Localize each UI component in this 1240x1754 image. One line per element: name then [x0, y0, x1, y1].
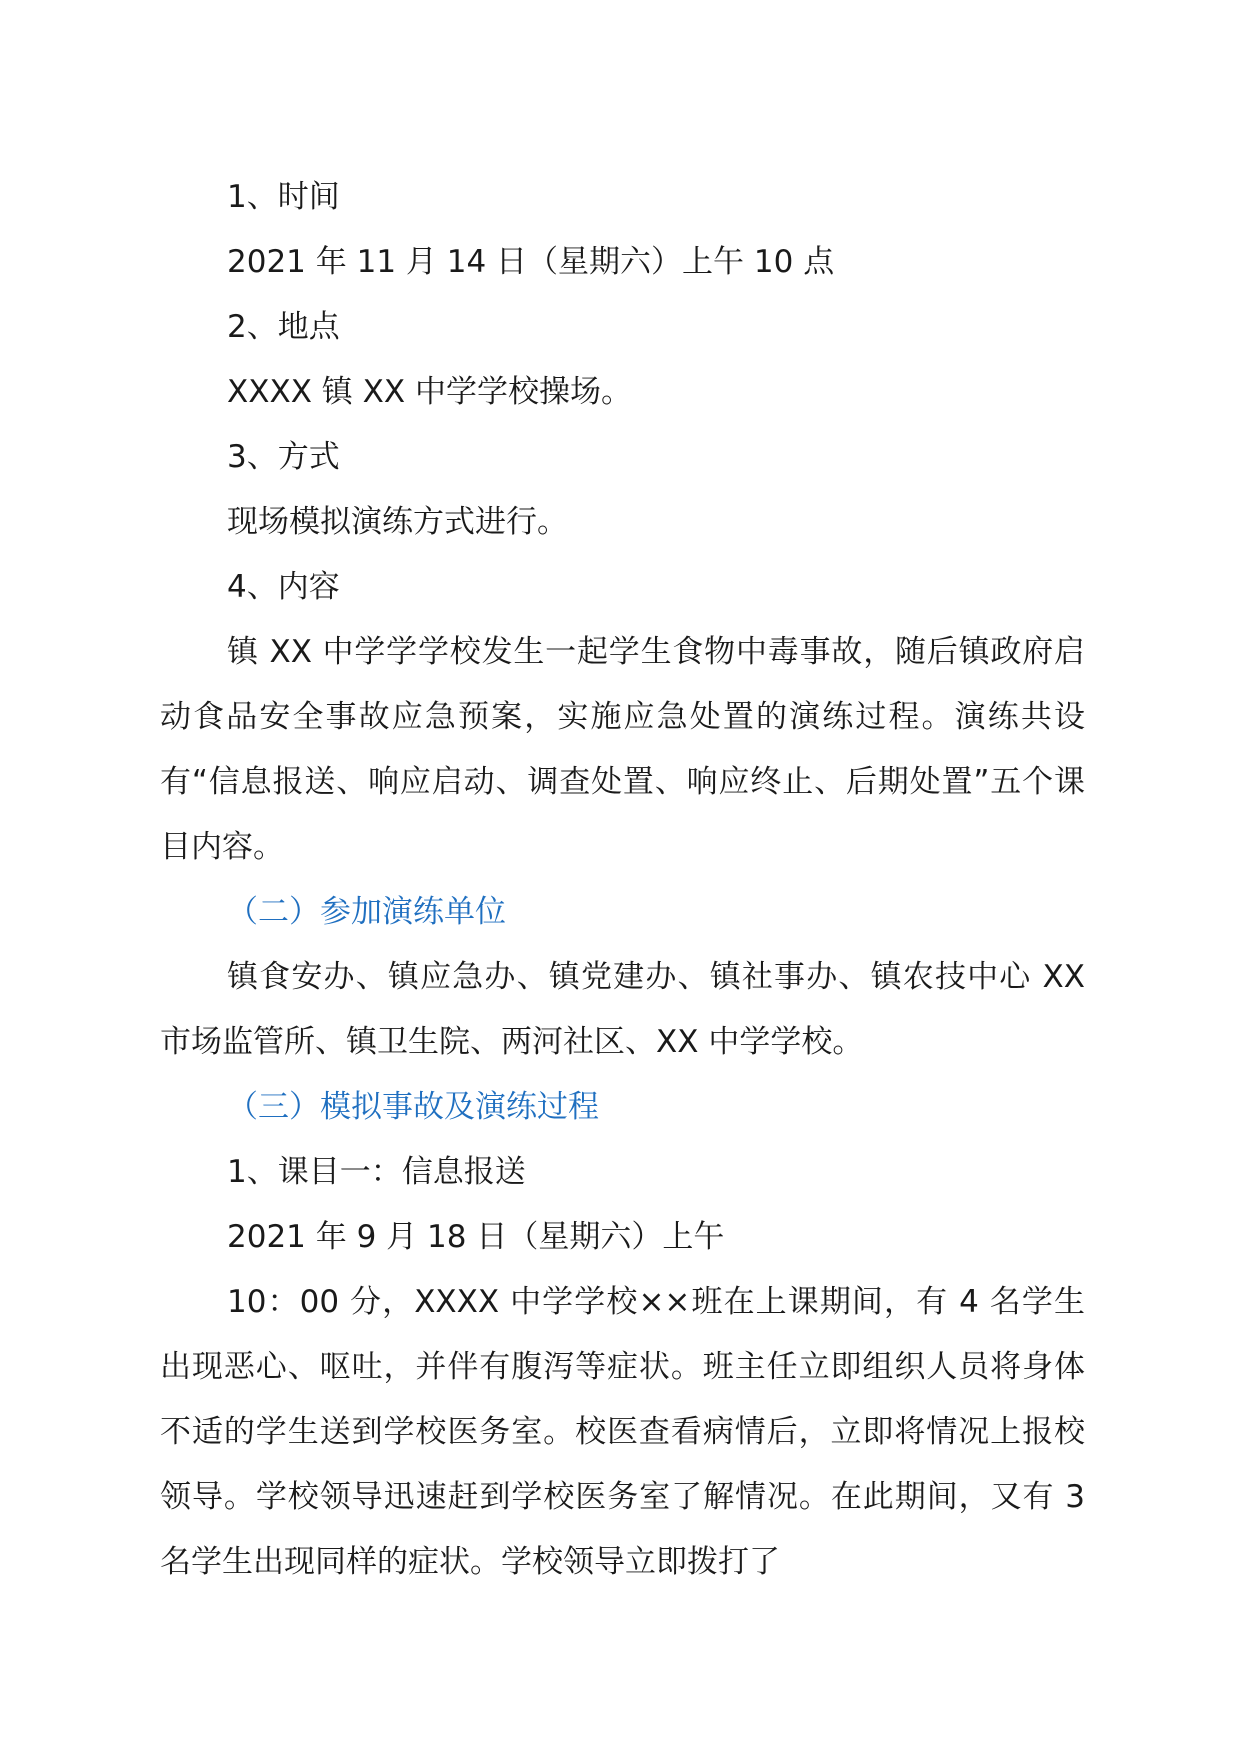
section-heading-process: （三）模拟事故及演练过程 — [227, 1089, 599, 1125]
item-time-value: 2021 年 11 月 14 日（星期六）上午 10 点 — [227, 244, 835, 280]
item-method-value: 现场模拟演练方式进行。 — [227, 504, 568, 540]
subject-one-title: 1、课目一：信息报送 — [227, 1154, 526, 1190]
item-content-label: 4、内容 — [227, 569, 340, 605]
subject-one-date: 2021 年 9 月 18 日（星期六）上午 — [227, 1219, 725, 1255]
units-paragraph: 镇食安办、镇应急办、镇党建办、镇社事办、镇农技中心 XX 市场监管所、镇卫生院、两河社区、XX 中学学校。 — [160, 959, 1085, 1060]
item-time-label: 1、时间 — [227, 179, 340, 215]
content-paragraph: 镇 XX 中学学学校发生一起学生食物中毒事故，随后镇政府启动食品安全事故应急预案，实施应急处置的演练过程。演练共设有“信息报送、响应启动、调查处置、响应终止、后期处置”五个课目内容。 — [160, 634, 1085, 865]
item-place-value: XXXX 镇 XX 中学学校操场。 — [227, 374, 632, 410]
event-paragraph: 10：00 分，XXXX 中学学校××班在上课期间，有 4 名学生出现恶心、呕吐，并伴有腹泻等症状。班主任立即组织人员将身体不适的学生送到学校医务室。校医查看病情后，立即将情况上报校领导。学校领导迅速赶到学校医务室了解情况。在此期间，又有 3 名学生出现同样的症状。学校领导立即拨打了 — [160, 1284, 1085, 1580]
item-place-label: 2、地点 — [227, 309, 340, 345]
section-heading-units: （二）参加演练单位 — [227, 894, 506, 930]
document-body — [160, 165, 1085, 1595]
item-method-label: 3、方式 — [227, 439, 340, 475]
